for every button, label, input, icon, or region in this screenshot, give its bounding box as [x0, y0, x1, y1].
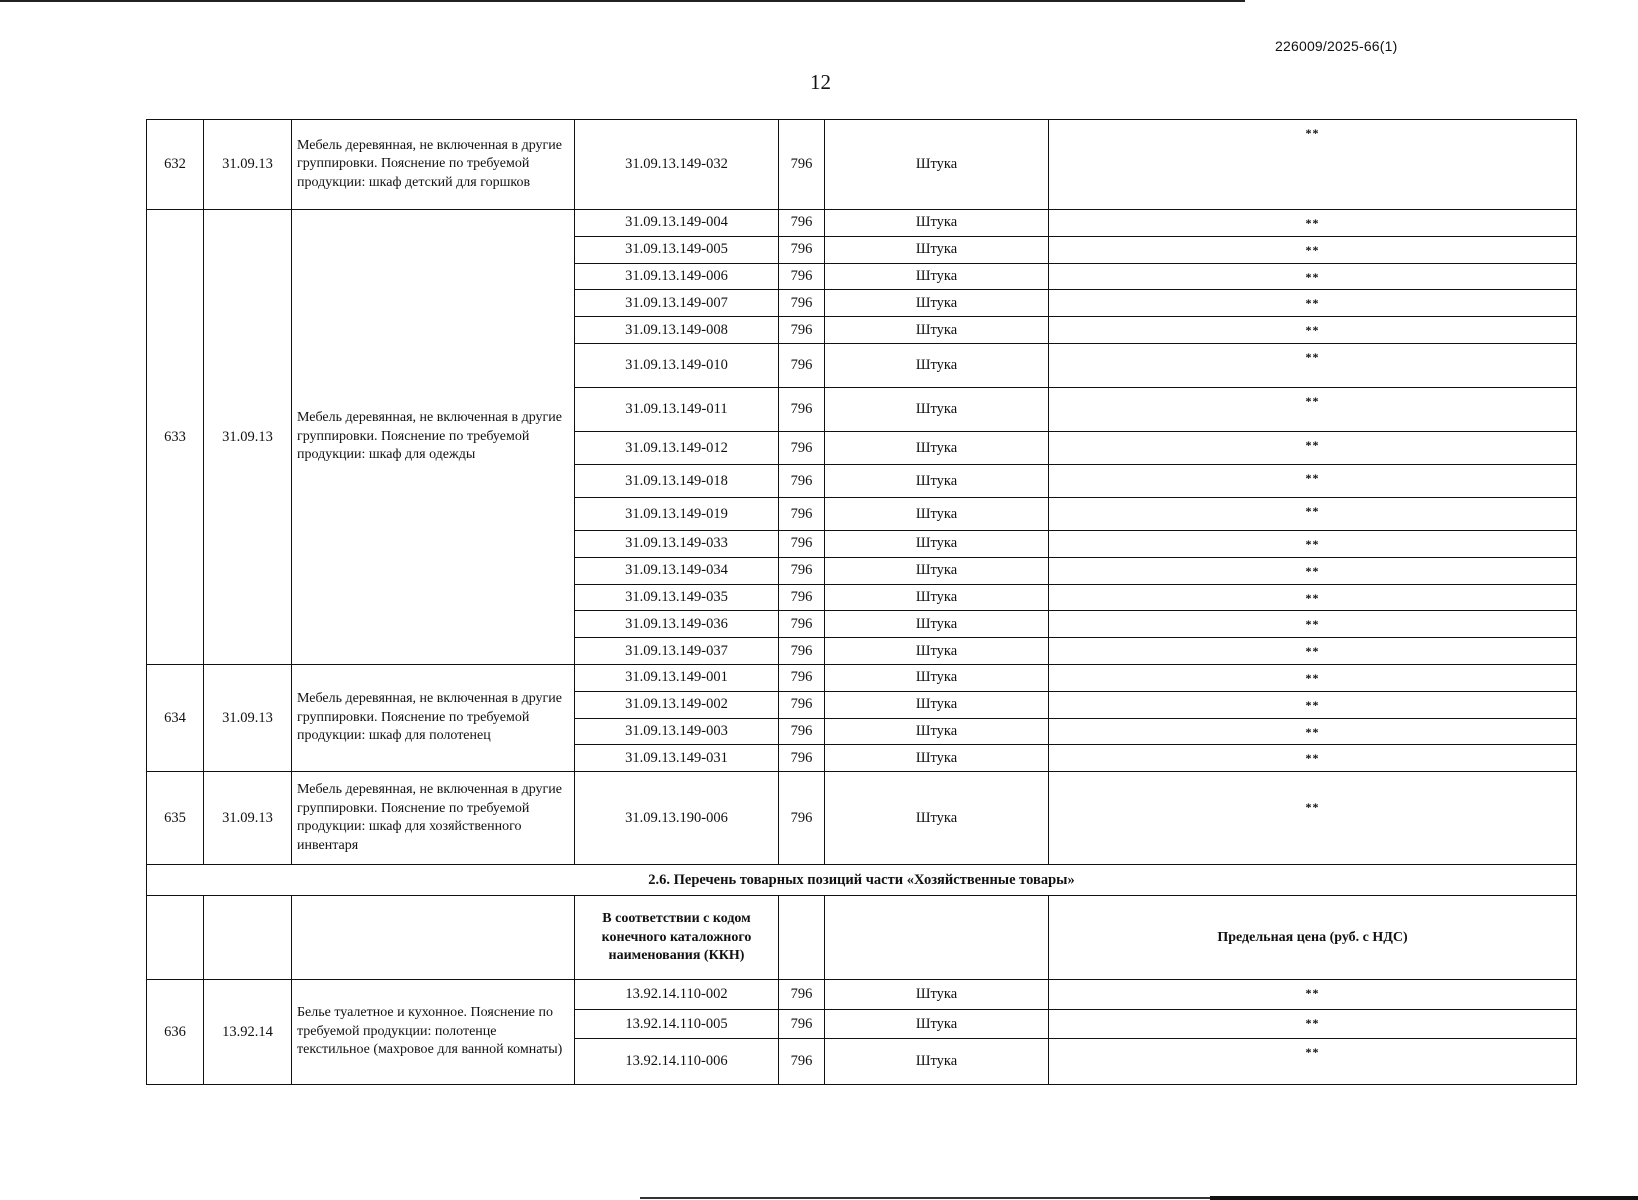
price: **	[1049, 210, 1577, 237]
kkn-code: 13.92.14.110-002	[575, 980, 779, 1010]
kkn-code: 31.09.13.149-011	[575, 387, 779, 431]
okpd-code: 31.09.13	[204, 772, 292, 865]
price: **	[1049, 691, 1577, 718]
scan-bottom-edge	[640, 1197, 1210, 1199]
okei-code: 796	[779, 1010, 825, 1039]
row-number: 633	[147, 210, 204, 665]
header-price: Предельная цена (руб. с НДС)	[1049, 896, 1577, 980]
page-number: 12	[810, 70, 831, 94]
unit: Штука	[825, 772, 1049, 865]
unit: Штука	[825, 290, 1049, 317]
okpd-code: 31.09.13	[204, 210, 292, 665]
okpd-code: 13.92.14	[204, 980, 292, 1085]
okei-code: 796	[779, 1039, 825, 1085]
price: **	[1049, 584, 1577, 611]
price: **	[1049, 387, 1577, 431]
table-row	[147, 120, 1577, 210]
unit: Штука	[825, 263, 1049, 290]
price: **	[1049, 1010, 1577, 1039]
header-kkn: В соответствии с кодом конечного каталожного наименования (ККН)	[575, 896, 779, 980]
kkn-code: 31.09.13.149-004	[575, 210, 779, 237]
goods-table	[146, 119, 1577, 1085]
row-number: 635	[147, 772, 204, 865]
unit: Штука	[825, 1039, 1049, 1085]
kkn-code: 31.09.13.149-035	[575, 584, 779, 611]
price: **	[1049, 317, 1577, 344]
price: **	[1049, 718, 1577, 745]
price: **	[1049, 980, 1577, 1010]
kkn-code: 31.09.13.149-034	[575, 557, 779, 584]
okei-code: 796	[779, 464, 825, 497]
okei-code: 796	[779, 263, 825, 290]
price: **	[1049, 530, 1577, 557]
kkn-code: 31.09.13.149-002	[575, 691, 779, 718]
kkn-code: 31.09.13.149-005	[575, 236, 779, 263]
okei-code: 796	[779, 611, 825, 638]
price: **	[1049, 664, 1577, 691]
price: **	[1049, 464, 1577, 497]
table-row	[147, 772, 1577, 865]
kkn-code: 31.09.13.149-019	[575, 497, 779, 530]
kkn-code: 31.09.13.149-018	[575, 464, 779, 497]
scan-bottom-edge-thick	[1210, 1196, 1638, 1200]
okei-code: 796	[779, 718, 825, 745]
header-cell-empty	[147, 896, 204, 980]
kkn-code: 13.92.14.110-005	[575, 1010, 779, 1039]
unit: Штука	[825, 745, 1049, 772]
unit: Штука	[825, 691, 1049, 718]
header-cell-empty	[825, 896, 1049, 980]
unit: Штука	[825, 664, 1049, 691]
unit: Штука	[825, 497, 1049, 530]
unit: Штука	[825, 980, 1049, 1010]
unit: Штука	[825, 611, 1049, 638]
okei-code: 796	[779, 664, 825, 691]
product-description: Мебель деревянная, не включенная в другие группировки. Пояснение по требуемой продукции: шкаф для полотенец	[292, 664, 575, 771]
kkn-code: 13.92.14.110-006	[575, 1039, 779, 1085]
document-number: 226009/2025-66(1)	[1275, 38, 1398, 54]
okei-code: 796	[779, 772, 825, 865]
kkn-code: 31.09.13.149-006	[575, 263, 779, 290]
section-header-row	[147, 896, 1577, 980]
kkn-code: 31.09.13.149-037	[575, 638, 779, 665]
okei-code: 796	[779, 387, 825, 431]
row-number: 636	[147, 980, 204, 1085]
okei-code: 796	[779, 638, 825, 665]
price: **	[1049, 236, 1577, 263]
unit: Штука	[825, 1010, 1049, 1039]
okei-code: 796	[779, 745, 825, 772]
okei-code: 796	[779, 557, 825, 584]
unit: Штука	[825, 210, 1049, 237]
section-title: 2.6. Перечень товарных позиций части «Хозяйственные товары»	[147, 865, 1577, 896]
unit: Штука	[825, 584, 1049, 611]
price: **	[1049, 745, 1577, 772]
price: **	[1049, 343, 1577, 387]
price: **	[1049, 638, 1577, 665]
kkn-code: 31.09.13.149-010	[575, 343, 779, 387]
price: **	[1049, 1039, 1577, 1085]
product-description: Мебель деревянная, не включенная в другие группировки. Пояснение по требуемой продукции: шкаф для хозяйственного инвентаря	[292, 772, 575, 865]
price: **	[1049, 611, 1577, 638]
okei-code: 796	[779, 317, 825, 344]
okei-code: 796	[779, 584, 825, 611]
okei-code: 796	[779, 290, 825, 317]
okei-code: 796	[779, 691, 825, 718]
okei-code: 796	[779, 980, 825, 1010]
row-number: 634	[147, 664, 204, 771]
okei-code: 796	[779, 431, 825, 464]
unit: Штука	[825, 236, 1049, 263]
row-number: 632	[147, 120, 204, 210]
table-row	[147, 980, 1577, 1010]
kkn-code: 31.09.13.149-031	[575, 745, 779, 772]
unit: Штука	[825, 343, 1049, 387]
header-cell-empty	[204, 896, 292, 980]
kkn-code: 31.09.13.190-006	[575, 772, 779, 865]
price: **	[1049, 290, 1577, 317]
unit: Штука	[825, 557, 1049, 584]
kkn-code: 31.09.13.149-036	[575, 611, 779, 638]
unit: Штука	[825, 317, 1049, 344]
header-cell-empty	[292, 896, 575, 980]
product-description: Мебель деревянная, не включенная в другие группировки. Пояснение по требуемой продукции: шкаф детский для горшков	[292, 120, 575, 210]
price: **	[1049, 263, 1577, 290]
okei-code: 796	[779, 530, 825, 557]
okei-code: 796	[779, 210, 825, 237]
okei-code: 796	[779, 236, 825, 263]
price: **	[1049, 431, 1577, 464]
table-row	[147, 210, 1577, 237]
unit: Штука	[825, 431, 1049, 464]
kkn-code: 31.09.13.149-008	[575, 317, 779, 344]
kkn-code: 31.09.13.149-012	[575, 431, 779, 464]
okpd-code: 31.09.13	[204, 120, 292, 210]
scan-top-edge	[0, 0, 1245, 2]
okpd-code: 31.09.13	[204, 664, 292, 771]
kkn-code: 31.09.13.149-007	[575, 290, 779, 317]
kkn-code: 31.09.13.149-001	[575, 664, 779, 691]
product-description: Белье туалетное и кухонное. Пояснение по требуемой продукции: полотенце текстильное (махровое для ванной комнаты)	[292, 980, 575, 1085]
unit: Штука	[825, 464, 1049, 497]
unit: Штука	[825, 387, 1049, 431]
unit: Штука	[825, 530, 1049, 557]
unit: Штука	[825, 718, 1049, 745]
kkn-code: 31.09.13.149-033	[575, 530, 779, 557]
unit: Штука	[825, 120, 1049, 210]
price: **	[1049, 497, 1577, 530]
price: **	[1049, 557, 1577, 584]
header-cell-empty	[779, 896, 825, 980]
okei-code: 796	[779, 120, 825, 210]
price: **	[1049, 120, 1577, 210]
kkn-code: 31.09.13.149-032	[575, 120, 779, 210]
table-row	[147, 664, 1577, 691]
product-description: Мебель деревянная, не включенная в другие группировки. Пояснение по требуемой продукции: шкаф для одежды	[292, 210, 575, 665]
okei-code: 796	[779, 343, 825, 387]
kkn-code: 31.09.13.149-003	[575, 718, 779, 745]
price: **	[1049, 772, 1577, 865]
unit: Штука	[825, 638, 1049, 665]
okei-code: 796	[779, 497, 825, 530]
section-title-row	[147, 865, 1577, 896]
